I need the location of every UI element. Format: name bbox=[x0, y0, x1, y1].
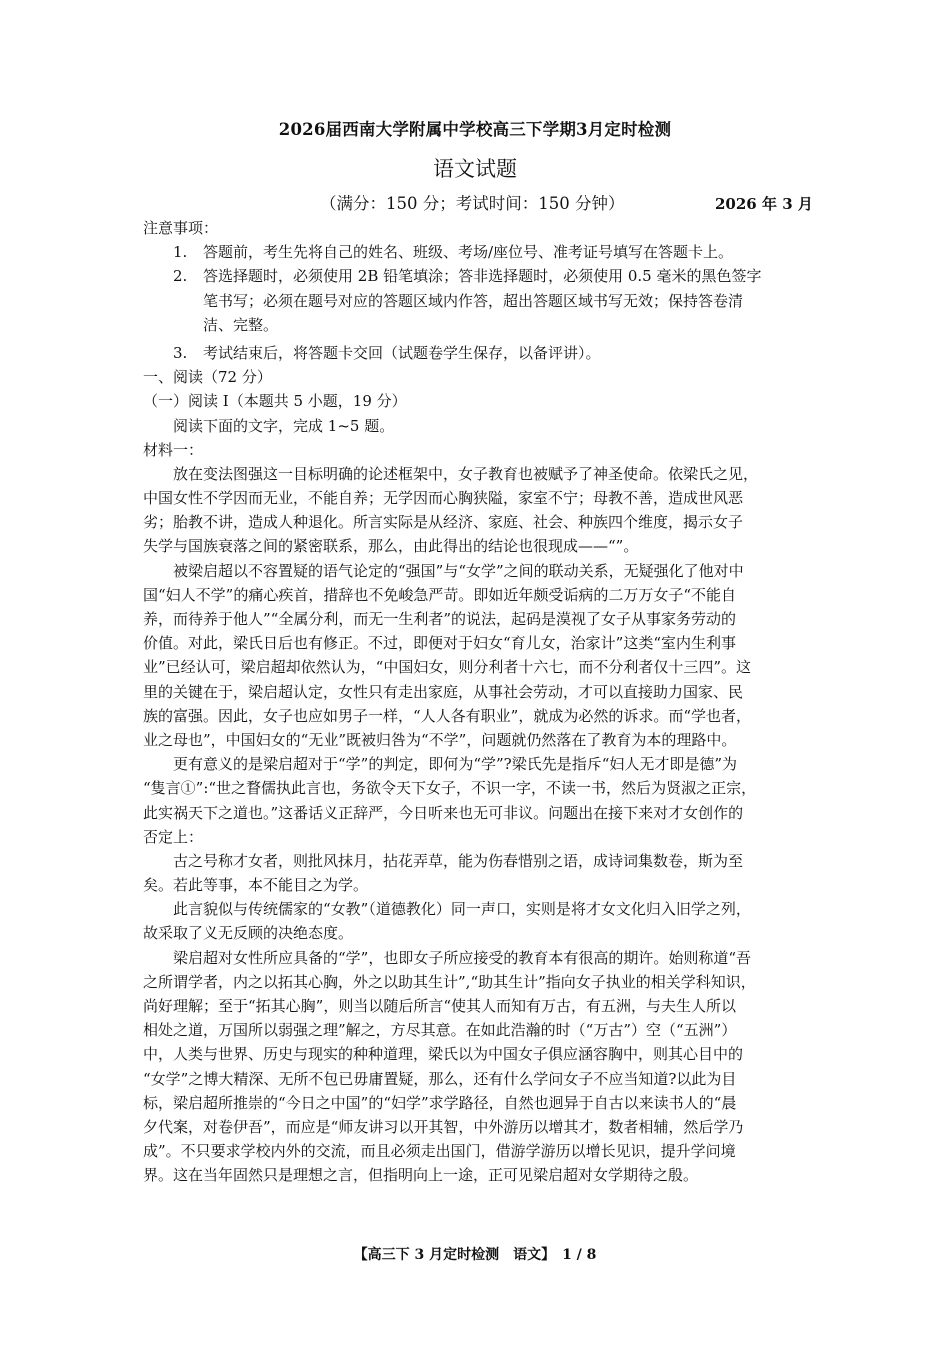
paragraph-line: 养，而待养于他人”“全属分利，而无一生利者”的说法，起码是漠视了女子从事家务劳动的 bbox=[143, 610, 737, 629]
paragraph-line: 被梁启超以不容置疑的语气论定的“强国”与“女学”之间的联动关系，无疑强化了他对中 bbox=[173, 561, 744, 580]
paragraph-line: 业之母也”，中国妇女的“无业”既被归咎为“不学”，问题就仍然落在了教育为本的理路中。 bbox=[143, 730, 737, 749]
paragraph-line: 夕代案，对卷伊吾”，而应是“师友讲习以开其智，中外游历以增其才，数者相辅，然后学乃 bbox=[143, 1117, 744, 1136]
paragraph-line: 故采取了义无反顾的决绝态度。 bbox=[143, 924, 354, 943]
paragraph-line: 标，梁启超所推崇的“今日之中国”的“妇学”求学路径，自然也迥异于自古以来读书人的“晨 bbox=[143, 1093, 737, 1112]
paragraph-line: 尚好理解；至于“拓其心胸”，则当以随后所言“使其人而知有万古，有五洲，与夫生人所以 bbox=[143, 997, 737, 1016]
paragraph bbox=[143, 897, 818, 945]
paragraph-line: 族的富强。因此，女子也应如男子一样，“人人各有职业”，就成为必然的诉求。而“学也者， bbox=[143, 706, 752, 725]
notice-item bbox=[143, 240, 818, 264]
notice-item-text bbox=[203, 341, 818, 365]
notice-item-line: 笔书写；必须在题号对应的答题区域内作答，超出答题区域书写无效；保持答卷清 bbox=[203, 291, 744, 310]
paragraph-line: 中，人类与世界、历史与现实的种种道理，梁氏以为中国女子俱应涵容胸中，则其心目中的 bbox=[143, 1045, 744, 1064]
paragraph bbox=[143, 946, 818, 1188]
paragraph bbox=[143, 559, 818, 753]
paragraph-line: 否定上： bbox=[143, 827, 204, 846]
notice-item-number: 3. bbox=[173, 343, 188, 362]
paragraph-line: “隻言①”:“世之瞀儒执此言也，务欲令天下女子，不识一字，不读一书，然后为贤淑之正宗， bbox=[143, 779, 757, 798]
paragraph-line: 劣；胎教不讲，造成人种退化。所言实际是从经济、家庭、社会、种族四个维度，揭示女子 bbox=[143, 513, 744, 532]
section-instruction: 阅读下面的文字，完成 1~5 题。 bbox=[173, 416, 395, 435]
notice-item-line: 考试结束后，将答题卡交回（试题卷学生保存，以备评讲）。 bbox=[203, 343, 601, 362]
exam-meta: （满分：150 分；考试时间：150 分钟） bbox=[320, 194, 625, 213]
paragraph-line: 此言貌似与传统儒家的“女教”（道德教化）同一声口，实则是将才女文化归入旧学之列， bbox=[173, 900, 751, 919]
notice-item-number: 1. bbox=[173, 243, 188, 262]
paragraph-line: 里的关键在于，梁启超认定，女性只有走出家庭，从事社会劳动，才可以直接助力国家、民 bbox=[143, 682, 744, 701]
page-footer: 【高三下 3 月定时检测 语文】 1 / 8 bbox=[353, 1247, 597, 1263]
paragraph-line: “女学”之博大精深、无所不包已毋庸置疑，那么，还有什么学问女子不应当知道?以此为目 bbox=[143, 1069, 737, 1088]
paragraph-line: 价值。对此，梁氏日后也有修正。不过，即便对于妇女“育儿女，治家计”这类“室内生利事 bbox=[143, 634, 737, 653]
notice-item-text bbox=[203, 240, 818, 264]
paragraph-line: 古之号称才女者，则批风抹月，拈花弄草，能为伤春惜别之语，成诗词集数卷，斯为至 bbox=[173, 851, 744, 870]
notice-item-number: 2. bbox=[173, 267, 188, 286]
paragraph-line: 成”。不只要求学校内外的交流，而且必须走出国门，借游学游历以增长见识，提升学问境 bbox=[143, 1142, 736, 1161]
notice-item-text bbox=[203, 264, 818, 337]
material-text bbox=[143, 462, 818, 1188]
paragraph-line: 放在变法图强这一目标明确的论述框架中，女子教育也被赋予了神圣使命。依梁氏之见， bbox=[173, 464, 759, 483]
section-subheading: （一）阅读 I（本题共 5 小题，19 分） bbox=[143, 392, 407, 411]
exam-date: 2026 年 3 月 bbox=[715, 195, 813, 213]
paragraph-line: 国“妇人不学”的痛心疾首，措辞也不免峻急严苛。即如近年颇受诟病的二万万女子“不能自 bbox=[143, 585, 737, 604]
section-heading: 一、阅读（72 分） bbox=[143, 368, 272, 387]
paragraph bbox=[143, 752, 818, 849]
notice-list bbox=[143, 240, 818, 365]
paragraph-line: 更有意义的是梁启超对于“学”的判定，即何为“学”?梁氏先是指斥“妇人无才即是德”为 bbox=[173, 755, 738, 774]
notice-heading: 注意事项： bbox=[143, 219, 219, 237]
paragraph-line: 中国女性不学因而无业，不能自养；无学因而心胸狭隘，家室不宁；母教不善，造成世风恶 bbox=[143, 489, 744, 508]
notice-item-line: 答题前，考生先将自己的姓名、班级、考场/座位号、准考证号填写在答题卡上。 bbox=[203, 243, 734, 262]
subject-title: 语文试题 bbox=[433, 157, 517, 181]
paragraph-line: 失学与国族衰落之间的紧密联系，那么，由此得出的结论也很现成——“”。 bbox=[143, 537, 639, 556]
notice-item bbox=[143, 264, 818, 337]
paragraph-line: 矣。若此等事，本不能目之为学。 bbox=[143, 876, 369, 895]
material-label: 材料一： bbox=[143, 440, 204, 459]
notice-item-line: 洁、完整。 bbox=[203, 315, 279, 334]
exam-body bbox=[143, 216, 818, 1188]
paragraph-line: 业”已经认可，梁启超却依然认为，“中国妇女，则分利者十六七，而不分利者仅十三四”。这 bbox=[143, 658, 752, 677]
paragraph-line: 界。这在当年固然只是理想之言，但指明向上一途，正可见梁启超对女学期待之殷。 bbox=[143, 1166, 699, 1185]
exam-title: 2026届西南大学附属中学校高三下学期3月定时检测 bbox=[278, 120, 672, 139]
paragraph bbox=[143, 849, 818, 897]
paragraph-line: 之所谓学者，内之以拓其心胸，外之以助其生计”,“助其生计”指向女子执业的相关学科知识， bbox=[143, 972, 756, 991]
paragraph-line: 此实祸天下之道也。”这番话义正辞严，今日听来也无可非议。问题出在接下来对才女创作的 bbox=[143, 803, 744, 822]
paragraph-line: 梁启超对女性所应具备的“学”，也即女子所应接受的教育本有很高的期许。始则称道“吾 bbox=[173, 948, 752, 967]
paragraph bbox=[143, 462, 818, 559]
paragraph-line: 相处之道，万国所以弱强之理”解之，方尽其意。在如此浩瀚的时（“万古”）空（“五洲”） bbox=[143, 1021, 737, 1040]
notice-item-line: 答选择题时，必须使用 2B 铅笔填涂；答非选择题时，必须使用 0.5 毫米的黑色签字 bbox=[203, 267, 762, 286]
notice-item bbox=[143, 341, 818, 365]
